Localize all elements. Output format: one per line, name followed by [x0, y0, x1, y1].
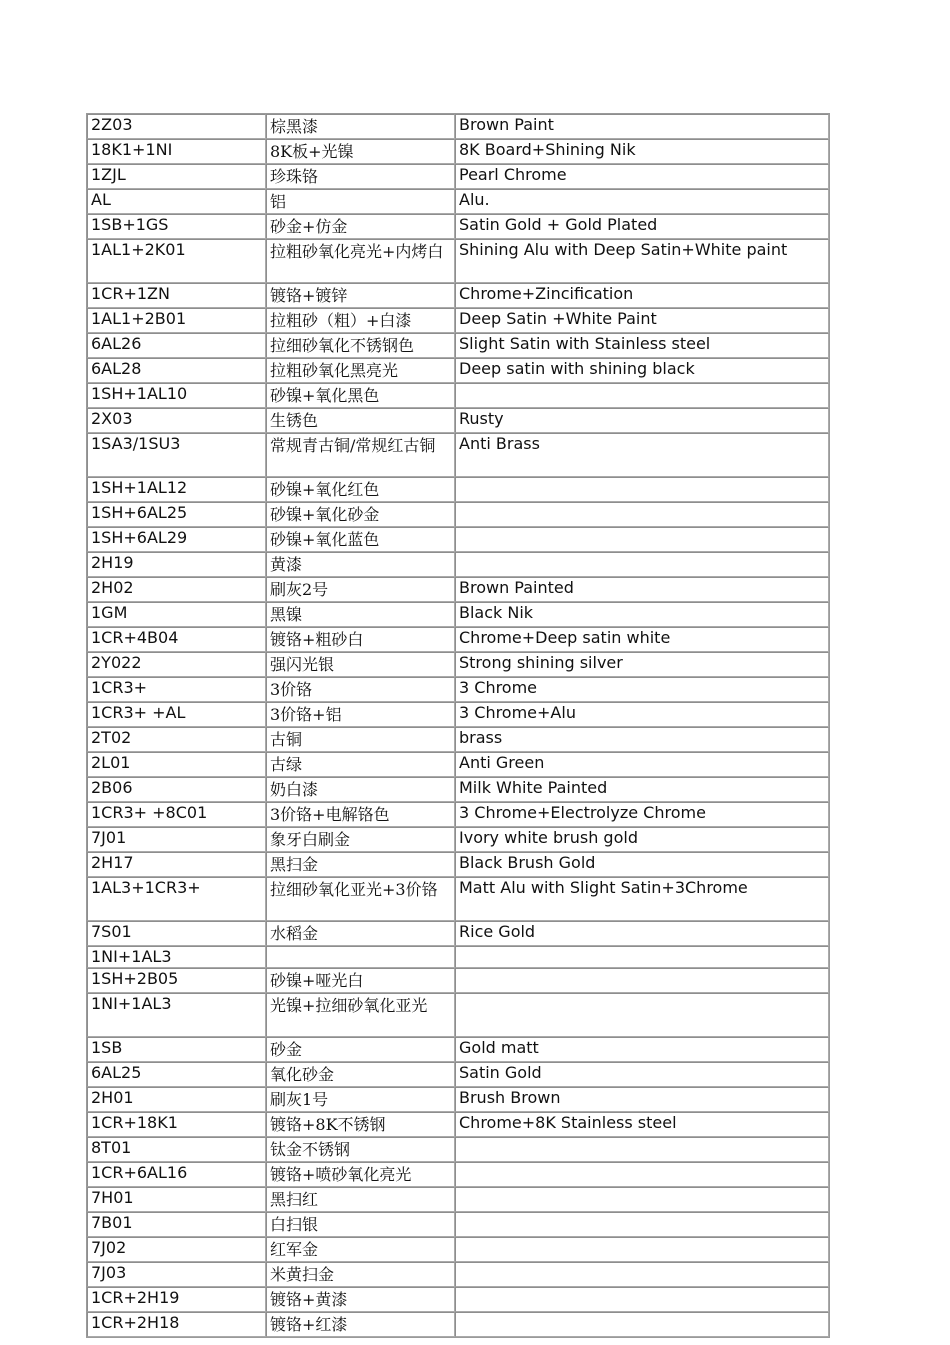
- chinese-name-cell: 棕黑漆: [266, 114, 455, 139]
- english-name-cell: Deep satin with shining black: [455, 358, 829, 383]
- english-name-cell: [455, 1187, 829, 1212]
- chinese-name-cell: 黑扫红: [266, 1187, 455, 1212]
- finish-code-cell: 1AL3+1CR3+: [87, 877, 266, 921]
- finish-code-cell: 1CR+4B04: [87, 627, 266, 652]
- english-name-cell: [455, 1212, 829, 1237]
- english-name-cell: 3 Chrome: [455, 677, 829, 702]
- chinese-name-cell: 奶白漆: [266, 777, 455, 802]
- english-name-cell: Brush Brown: [455, 1087, 829, 1112]
- finish-code-cell: 1SH+1AL10: [87, 383, 266, 408]
- english-name-cell: Black Brush Gold: [455, 852, 829, 877]
- chinese-name-cell: 砂镍+氧化砂金: [266, 502, 455, 527]
- finish-code-cell: 1GM: [87, 602, 266, 627]
- english-name-cell: Strong shining silver: [455, 652, 829, 677]
- finish-table-body: [87, 114, 829, 1337]
- table-row: [87, 114, 829, 139]
- finish-code-cell: 1NI+1AL3: [87, 946, 266, 968]
- table-row: [87, 239, 829, 283]
- english-name-cell: Brown Paint: [455, 114, 829, 139]
- chinese-name-cell: 砂金: [266, 1037, 455, 1062]
- chinese-name-cell: 拉粗砂氧化黑亮光: [266, 358, 455, 383]
- english-name-cell: Alu.: [455, 189, 829, 214]
- chinese-name-cell: 红军金: [266, 1237, 455, 1262]
- table-row: [87, 1062, 829, 1087]
- finish-code-cell: 1AL1+2K01: [87, 239, 266, 283]
- english-name-cell: [455, 946, 829, 968]
- english-name-cell: Shining Alu with Deep Satin+White paint: [455, 239, 829, 283]
- table-row: [87, 1262, 829, 1287]
- chinese-name-cell: 镀铬+喷砂氧化亮光: [266, 1162, 455, 1187]
- english-name-cell: Chrome+8K Stainless steel: [455, 1112, 829, 1137]
- table-row: [87, 652, 829, 677]
- chinese-name-cell: 砂金+仿金: [266, 214, 455, 239]
- table-row: [87, 852, 829, 877]
- table-row: [87, 1312, 829, 1337]
- english-name-cell: Satin Gold + Gold Plated: [455, 214, 829, 239]
- table-row: [87, 502, 829, 527]
- chinese-name-cell: 水稻金: [266, 921, 455, 946]
- chinese-name-cell: 钛金不锈钢: [266, 1137, 455, 1162]
- table-row: [87, 527, 829, 552]
- finish-code-cell: 2H17: [87, 852, 266, 877]
- table-row: [87, 677, 829, 702]
- chinese-name-cell: 3价铬+电解铬色: [266, 802, 455, 827]
- table-row: [87, 827, 829, 852]
- table-row: [87, 1212, 829, 1237]
- chinese-name-cell: 氧化砂金: [266, 1062, 455, 1087]
- finish-code-cell: 1SH+6AL29: [87, 527, 266, 552]
- table-row: [87, 383, 829, 408]
- finish-code-cell: 1CR+2H18: [87, 1312, 266, 1337]
- english-name-cell: [455, 527, 829, 552]
- finish-code-cell: 2X03: [87, 408, 266, 433]
- finish-code-cell: 8T01: [87, 1137, 266, 1162]
- finish-code-cell: 7S01: [87, 921, 266, 946]
- chinese-name-cell: 强闪光银: [266, 652, 455, 677]
- finish-code-cell: AL: [87, 189, 266, 214]
- table-row: [87, 627, 829, 652]
- english-name-cell: [455, 968, 829, 993]
- chinese-name-cell: [266, 946, 455, 968]
- chinese-name-cell: 黑扫金: [266, 852, 455, 877]
- english-name-cell: [455, 1137, 829, 1162]
- table-row: [87, 1037, 829, 1062]
- finish-code-cell: 1SH+2B05: [87, 968, 266, 993]
- table-row: [87, 333, 829, 358]
- english-name-cell: [455, 1287, 829, 1312]
- english-name-cell: Slight Satin with Stainless steel: [455, 333, 829, 358]
- chinese-name-cell: 黑镍: [266, 602, 455, 627]
- finish-code-cell: 1SB: [87, 1037, 266, 1062]
- finish-code-cell: 1SB+1GS: [87, 214, 266, 239]
- english-name-cell: Rusty: [455, 408, 829, 433]
- chinese-name-cell: 古绿: [266, 752, 455, 777]
- table-row: [87, 946, 829, 968]
- finish-code-cell: 1CR3+ +AL: [87, 702, 266, 727]
- table-row: [87, 1237, 829, 1262]
- table-row: [87, 214, 829, 239]
- english-name-cell: Deep Satin +White Paint: [455, 308, 829, 333]
- english-name-cell: [455, 993, 829, 1037]
- english-name-cell: Chrome+Zincification: [455, 283, 829, 308]
- english-name-cell: Satin Gold: [455, 1062, 829, 1087]
- table-row: [87, 968, 829, 993]
- finish-code-cell: 2Z03: [87, 114, 266, 139]
- chinese-name-cell: 象牙白刷金: [266, 827, 455, 852]
- finish-code-cell: 1CR+1ZN: [87, 283, 266, 308]
- table-row: [87, 877, 829, 921]
- table-row: [87, 1287, 829, 1312]
- table-row: [87, 1087, 829, 1112]
- table-row: [87, 777, 829, 802]
- finish-code-cell: 1AL1+2B01: [87, 308, 266, 333]
- english-name-cell: 8K Board+Shining Nik: [455, 139, 829, 164]
- finish-code-cell: 18K1+1NI: [87, 139, 266, 164]
- chinese-name-cell: 3价铬: [266, 677, 455, 702]
- chinese-name-cell: 拉细砂氧化亚光+3价铬: [266, 877, 455, 921]
- english-name-cell: 3 Chrome+Electrolyze Chrome: [455, 802, 829, 827]
- finish-code-cell: 7H01: [87, 1187, 266, 1212]
- table-row: [87, 752, 829, 777]
- table-row: [87, 308, 829, 333]
- finish-code-cell: 1CR3+ +8C01: [87, 802, 266, 827]
- chinese-name-cell: 砂镍+哑光白: [266, 968, 455, 993]
- finish-code-cell: 2B06: [87, 777, 266, 802]
- finish-code-cell: 7J03: [87, 1262, 266, 1287]
- finish-code-cell: 6AL26: [87, 333, 266, 358]
- finish-code-cell: 2H01: [87, 1087, 266, 1112]
- finish-code-cell: 6AL28: [87, 358, 266, 383]
- chinese-name-cell: 砂镍+氧化红色: [266, 477, 455, 502]
- table-row: [87, 139, 829, 164]
- table-row: [87, 358, 829, 383]
- finish-code-cell: 1CR3+: [87, 677, 266, 702]
- chinese-name-cell: 拉细砂氧化不锈钢色: [266, 333, 455, 358]
- chinese-name-cell: 拉粗砂氧化亮光+内烤白: [266, 239, 455, 283]
- english-name-cell: [455, 552, 829, 577]
- english-name-cell: brass: [455, 727, 829, 752]
- chinese-name-cell: 白扫银: [266, 1212, 455, 1237]
- english-name-cell: [455, 1262, 829, 1287]
- table-row: [87, 433, 829, 477]
- finish-code-cell: 1NI+1AL3: [87, 993, 266, 1037]
- finish-code-table: [86, 113, 830, 1338]
- finish-code-cell: 1SH+6AL25: [87, 502, 266, 527]
- table-row: [87, 477, 829, 502]
- table-row: [87, 1137, 829, 1162]
- english-name-cell: [455, 477, 829, 502]
- chinese-name-cell: 3价铬+铝: [266, 702, 455, 727]
- chinese-name-cell: 镀铬+红漆: [266, 1312, 455, 1337]
- table-row: [87, 1112, 829, 1137]
- table-row: [87, 408, 829, 433]
- chinese-name-cell: 刷灰2号: [266, 577, 455, 602]
- english-name-cell: Milk White Painted: [455, 777, 829, 802]
- table-row: [87, 602, 829, 627]
- table-row: [87, 577, 829, 602]
- english-name-cell: [455, 502, 829, 527]
- chinese-name-cell: 刷灰1号: [266, 1087, 455, 1112]
- chinese-name-cell: 黄漆: [266, 552, 455, 577]
- chinese-name-cell: 珍珠铬: [266, 164, 455, 189]
- finish-code-cell: 7B01: [87, 1212, 266, 1237]
- table-row: [87, 702, 829, 727]
- finish-code-cell: 1CR+18K1: [87, 1112, 266, 1137]
- finish-code-cell: 6AL25: [87, 1062, 266, 1087]
- english-name-cell: Ivory white brush gold: [455, 827, 829, 852]
- table-row: [87, 189, 829, 214]
- english-name-cell: Anti Brass: [455, 433, 829, 477]
- chinese-name-cell: 砂镍+氧化蓝色: [266, 527, 455, 552]
- finish-code-cell: 2T02: [87, 727, 266, 752]
- finish-code-cell: 2Y022: [87, 652, 266, 677]
- english-name-cell: [455, 1312, 829, 1337]
- finish-code-cell: 2H19: [87, 552, 266, 577]
- finish-code-cell: 7J02: [87, 1237, 266, 1262]
- english-name-cell: Pearl Chrome: [455, 164, 829, 189]
- chinese-name-cell: 光镍+拉细砂氧化亚光: [266, 993, 455, 1037]
- finish-code-cell: 1ZJL: [87, 164, 266, 189]
- english-name-cell: [455, 1162, 829, 1187]
- english-name-cell: Black Nik: [455, 602, 829, 627]
- english-name-cell: Chrome+Deep satin white: [455, 627, 829, 652]
- english-name-cell: Anti Green: [455, 752, 829, 777]
- chinese-name-cell: 镀铬+镀锌: [266, 283, 455, 308]
- chinese-name-cell: 砂镍+氧化黑色: [266, 383, 455, 408]
- chinese-name-cell: 8K板+光镍: [266, 139, 455, 164]
- chinese-name-cell: 古铜: [266, 727, 455, 752]
- table-row: [87, 802, 829, 827]
- table-row: [87, 164, 829, 189]
- english-name-cell: Brown Painted: [455, 577, 829, 602]
- english-name-cell: Gold matt: [455, 1037, 829, 1062]
- table-row: [87, 552, 829, 577]
- english-name-cell: [455, 1237, 829, 1262]
- chinese-name-cell: 镀铬+粗砂白: [266, 627, 455, 652]
- english-name-cell: Rice Gold: [455, 921, 829, 946]
- english-name-cell: [455, 383, 829, 408]
- finish-code-cell: 2H02: [87, 577, 266, 602]
- table-row: [87, 993, 829, 1037]
- finish-code-cell: 2L01: [87, 752, 266, 777]
- table-row: [87, 283, 829, 308]
- finish-code-cell: 1CR+6AL16: [87, 1162, 266, 1187]
- finish-code-cell: 1SA3/1SU3: [87, 433, 266, 477]
- finish-code-cell: 7J01: [87, 827, 266, 852]
- chinese-name-cell: 镀铬+8K不锈钢: [266, 1112, 455, 1137]
- finish-code-cell: 1CR+2H19: [87, 1287, 266, 1312]
- chinese-name-cell: 米黄扫金: [266, 1262, 455, 1287]
- table-row: [87, 1162, 829, 1187]
- table-row: [87, 1187, 829, 1212]
- chinese-name-cell: 生锈色: [266, 408, 455, 433]
- chinese-name-cell: 镀铬+黄漆: [266, 1287, 455, 1312]
- table-row: [87, 921, 829, 946]
- english-name-cell: Matt Alu with Slight Satin+3Chrome: [455, 877, 829, 921]
- finish-code-cell: 1SH+1AL12: [87, 477, 266, 502]
- table-row: [87, 727, 829, 752]
- chinese-name-cell: 常规青古铜/常规红古铜: [266, 433, 455, 477]
- chinese-name-cell: 拉粗砂（粗）+白漆: [266, 308, 455, 333]
- chinese-name-cell: 铝: [266, 189, 455, 214]
- english-name-cell: 3 Chrome+Alu: [455, 702, 829, 727]
